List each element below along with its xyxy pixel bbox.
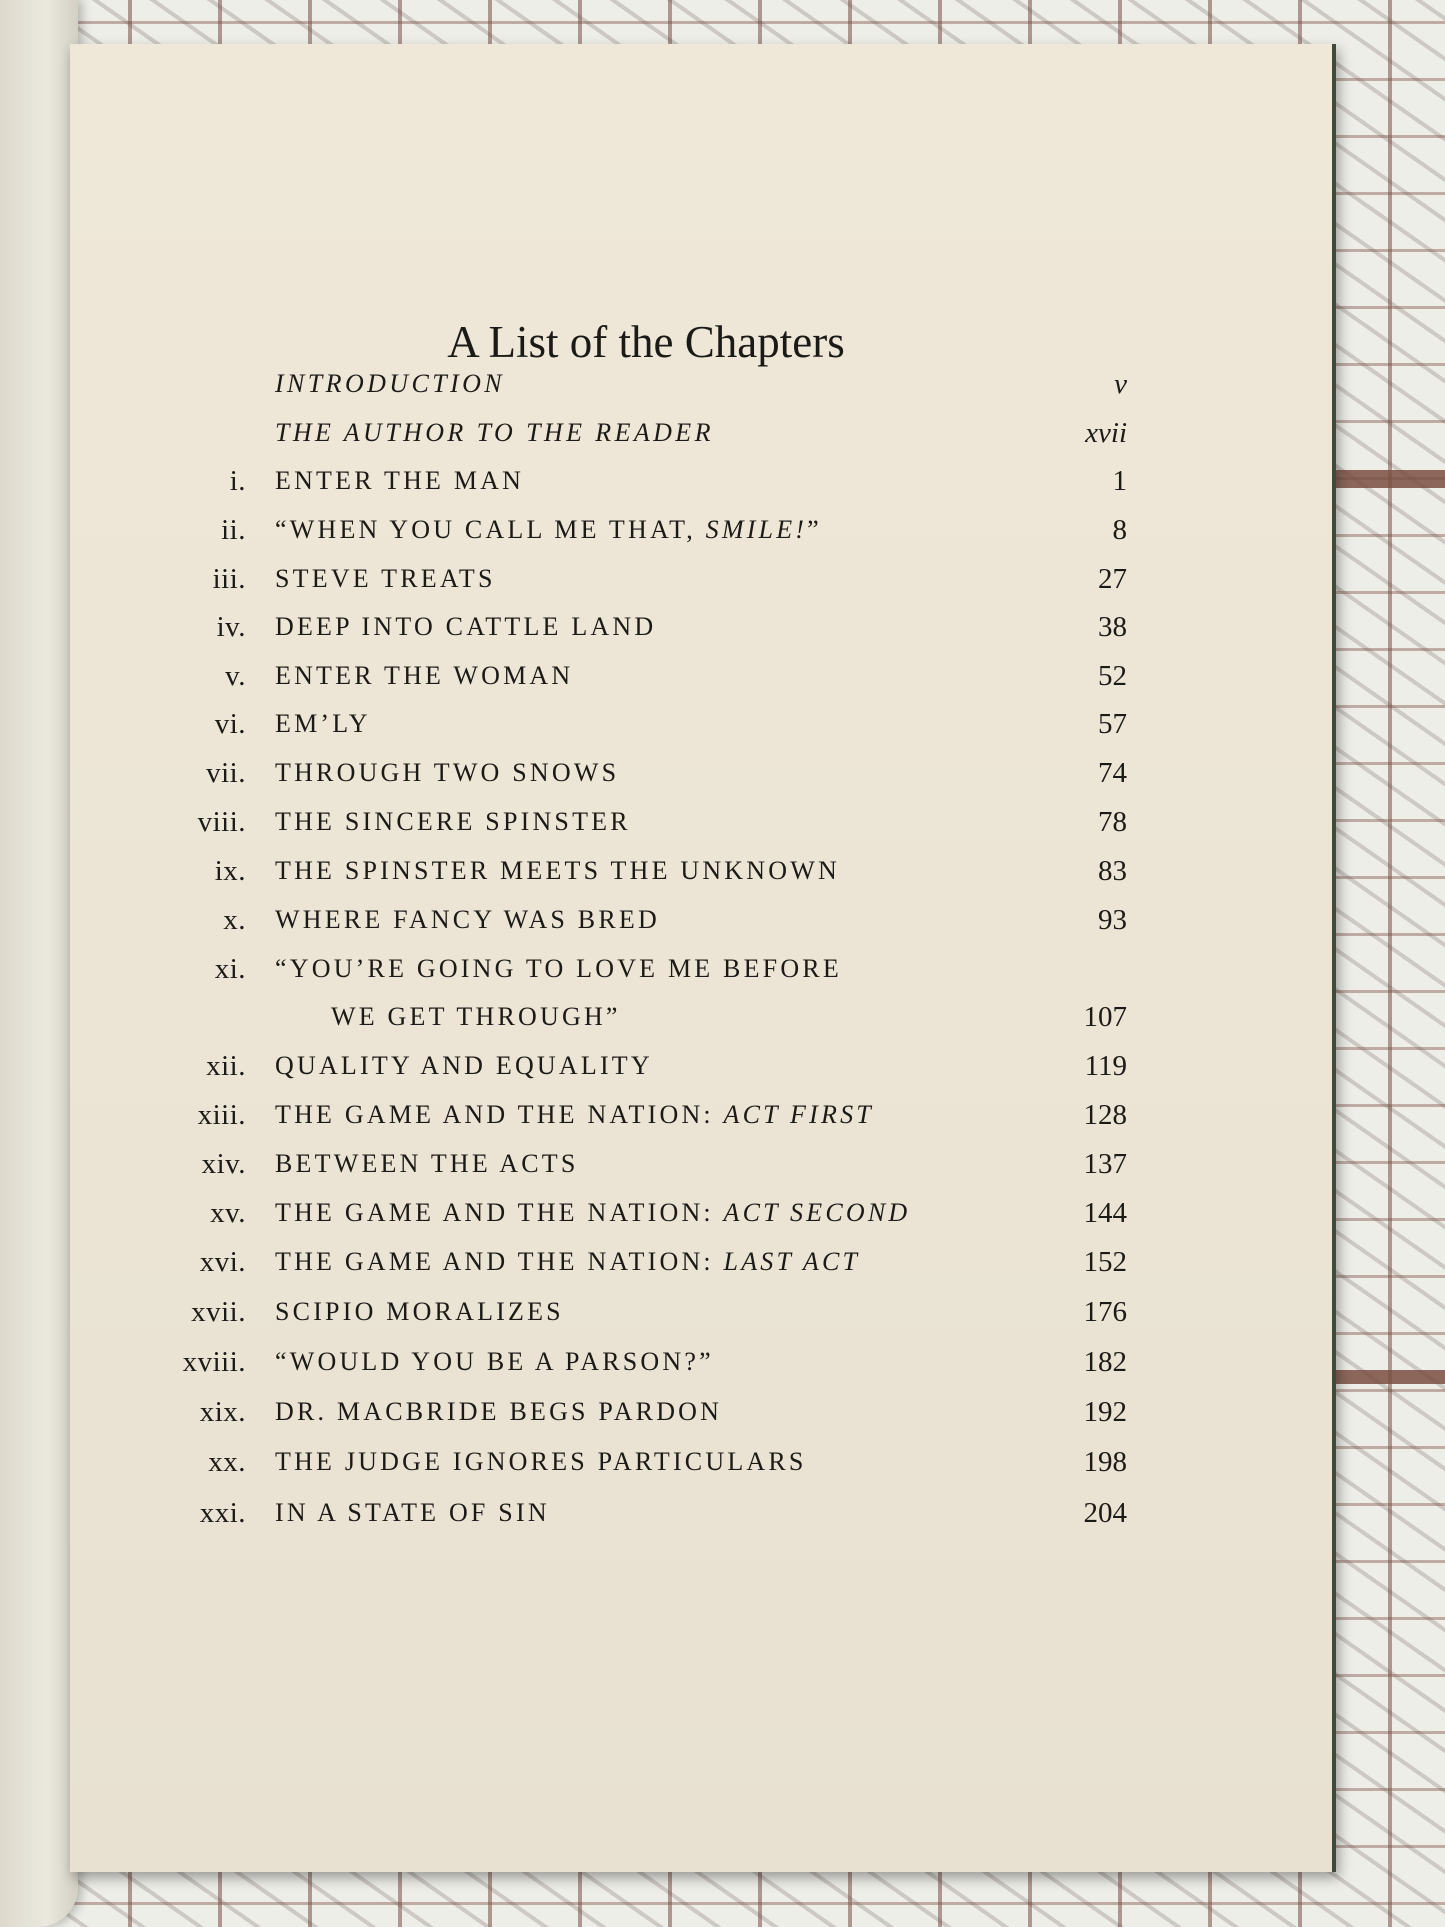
entry-title: BETWEEN THE ACTS bbox=[275, 1149, 579, 1178]
entry-title: THE AUTHOR TO THE READER bbox=[275, 418, 714, 447]
entry-number: xi. bbox=[214, 953, 246, 985]
entry-number: i. bbox=[229, 465, 246, 497]
book-page bbox=[70, 44, 1336, 1872]
entry-number: vi. bbox=[214, 708, 246, 740]
entry-number: xiv. bbox=[201, 1148, 246, 1180]
entry-number: xv. bbox=[210, 1197, 246, 1229]
entry-page: 74 bbox=[1098, 757, 1127, 789]
entry-title: THE JUDGE IGNORES PARTICULARS bbox=[275, 1447, 807, 1476]
entry-title: DR. MACBRIDE BEGS PARDON bbox=[275, 1397, 723, 1426]
toc-entry bbox=[70, 1342, 1332, 1382]
toc-entry bbox=[70, 607, 1332, 647]
entry-title: STEVE TREATS bbox=[275, 564, 496, 593]
entry-page: v bbox=[1114, 368, 1127, 400]
entry-page: 176 bbox=[1083, 1296, 1127, 1328]
entry-title: EM’LY bbox=[275, 709, 371, 738]
entry-title: THE GAME AND THE NATION: ACT SECOND bbox=[275, 1198, 911, 1227]
entry-number: iv. bbox=[216, 611, 246, 643]
table-of-contents bbox=[70, 44, 1332, 1872]
toc-entry bbox=[70, 851, 1332, 891]
entry-number: xii. bbox=[206, 1050, 246, 1082]
toc-entry bbox=[70, 1292, 1332, 1332]
entry-title: THE GAME AND THE NATION: LAST ACT bbox=[275, 1247, 861, 1276]
page-title: A List of the Chapters bbox=[447, 317, 845, 367]
entry-number: vii. bbox=[206, 757, 246, 789]
entry-page: 57 bbox=[1098, 708, 1127, 740]
entry-page: 93 bbox=[1098, 904, 1127, 936]
toc-entry bbox=[70, 461, 1332, 501]
entry-title: “YOU’RE GOING TO LOVE ME BEFORE bbox=[275, 954, 842, 983]
facing-page-edge bbox=[0, 0, 78, 1927]
entry-number: xx. bbox=[208, 1446, 246, 1478]
toc-entry bbox=[70, 656, 1332, 696]
entry-number: xiii. bbox=[197, 1099, 246, 1131]
entry-title: THE GAME AND THE NATION: ACT FIRST bbox=[275, 1100, 874, 1129]
toc-entry bbox=[70, 704, 1332, 744]
toc-entry bbox=[70, 1392, 1332, 1432]
entry-page: 78 bbox=[1098, 806, 1127, 838]
entry-page: 27 bbox=[1098, 563, 1127, 595]
entry-page: 8 bbox=[1112, 514, 1127, 546]
entry-title: SCIPIO MORALIZES bbox=[275, 1297, 564, 1326]
toc-entry bbox=[70, 753, 1332, 793]
toc-entry bbox=[70, 1144, 1332, 1184]
entry-page: 182 bbox=[1083, 1346, 1127, 1378]
toc-entry bbox=[70, 1046, 1332, 1086]
entry-page: 38 bbox=[1098, 611, 1127, 643]
entry-title-line2: WE GET THROUGH” bbox=[331, 1002, 621, 1031]
toc-entry bbox=[70, 802, 1332, 842]
entry-page: 144 bbox=[1083, 1197, 1127, 1229]
entry-title: INTRODUCTION bbox=[275, 369, 506, 398]
toc-entry bbox=[70, 1493, 1332, 1533]
entry-number: ii. bbox=[221, 514, 246, 546]
toc-entry bbox=[70, 1095, 1332, 1135]
entry-number: xix. bbox=[199, 1396, 246, 1428]
toc-entry bbox=[70, 900, 1332, 940]
entry-page: 52 bbox=[1098, 660, 1127, 692]
entry-number: xxi. bbox=[199, 1497, 246, 1529]
entry-number: xviii. bbox=[182, 1346, 246, 1378]
entry-title: “WHEN YOU CALL ME THAT, SMILE!” bbox=[275, 515, 822, 544]
entry-number: viii. bbox=[197, 806, 246, 838]
toc-entry bbox=[70, 413, 1332, 453]
entry-number: xvi. bbox=[199, 1246, 246, 1278]
entry-title: THE SINCERE SPINSTER bbox=[275, 807, 631, 836]
entry-page: 128 bbox=[1083, 1099, 1127, 1131]
entry-title: THROUGH TWO SNOWS bbox=[275, 758, 620, 787]
toc-entry bbox=[70, 364, 1332, 404]
toc-entry bbox=[70, 1242, 1332, 1282]
entry-number: iii. bbox=[212, 563, 246, 595]
toc-entry bbox=[70, 1442, 1332, 1482]
entry-page: 192 bbox=[1083, 1396, 1127, 1428]
entry-title: QUALITY AND EQUALITY bbox=[275, 1051, 653, 1080]
entry-page: 204 bbox=[1083, 1497, 1127, 1529]
toc-entry bbox=[70, 559, 1332, 599]
entry-page: 119 bbox=[1084, 1050, 1127, 1082]
entry-page: 107 bbox=[1083, 1001, 1127, 1033]
entry-title: WHERE FANCY WAS BRED bbox=[275, 905, 660, 934]
entry-page: 152 bbox=[1083, 1246, 1127, 1278]
toc-entry bbox=[70, 510, 1332, 550]
entry-title: IN A STATE OF SIN bbox=[275, 1498, 550, 1527]
entry-title: “WOULD YOU BE A PARSON?” bbox=[275, 1347, 714, 1376]
entry-number: xvii. bbox=[191, 1296, 246, 1328]
toc-entry bbox=[70, 949, 1332, 989]
entry-title: ENTER THE WOMAN bbox=[275, 661, 574, 690]
entry-number: x. bbox=[223, 904, 246, 936]
entry-title: ENTER THE MAN bbox=[275, 466, 525, 495]
entry-title: THE SPINSTER MEETS THE UNKNOWN bbox=[275, 856, 840, 885]
toc-entry bbox=[70, 1193, 1332, 1233]
entry-number: ix. bbox=[214, 855, 246, 887]
entry-page: 198 bbox=[1083, 1446, 1127, 1478]
entry-number: v. bbox=[225, 660, 246, 692]
entry-page: 1 bbox=[1112, 465, 1127, 497]
entry-page: 83 bbox=[1098, 855, 1127, 887]
entry-page: xvii bbox=[1085, 417, 1127, 449]
toc-entry-continuation bbox=[70, 997, 1332, 1037]
entry-title: DEEP INTO CATTLE LAND bbox=[275, 612, 657, 641]
entry-page: 137 bbox=[1083, 1148, 1127, 1180]
